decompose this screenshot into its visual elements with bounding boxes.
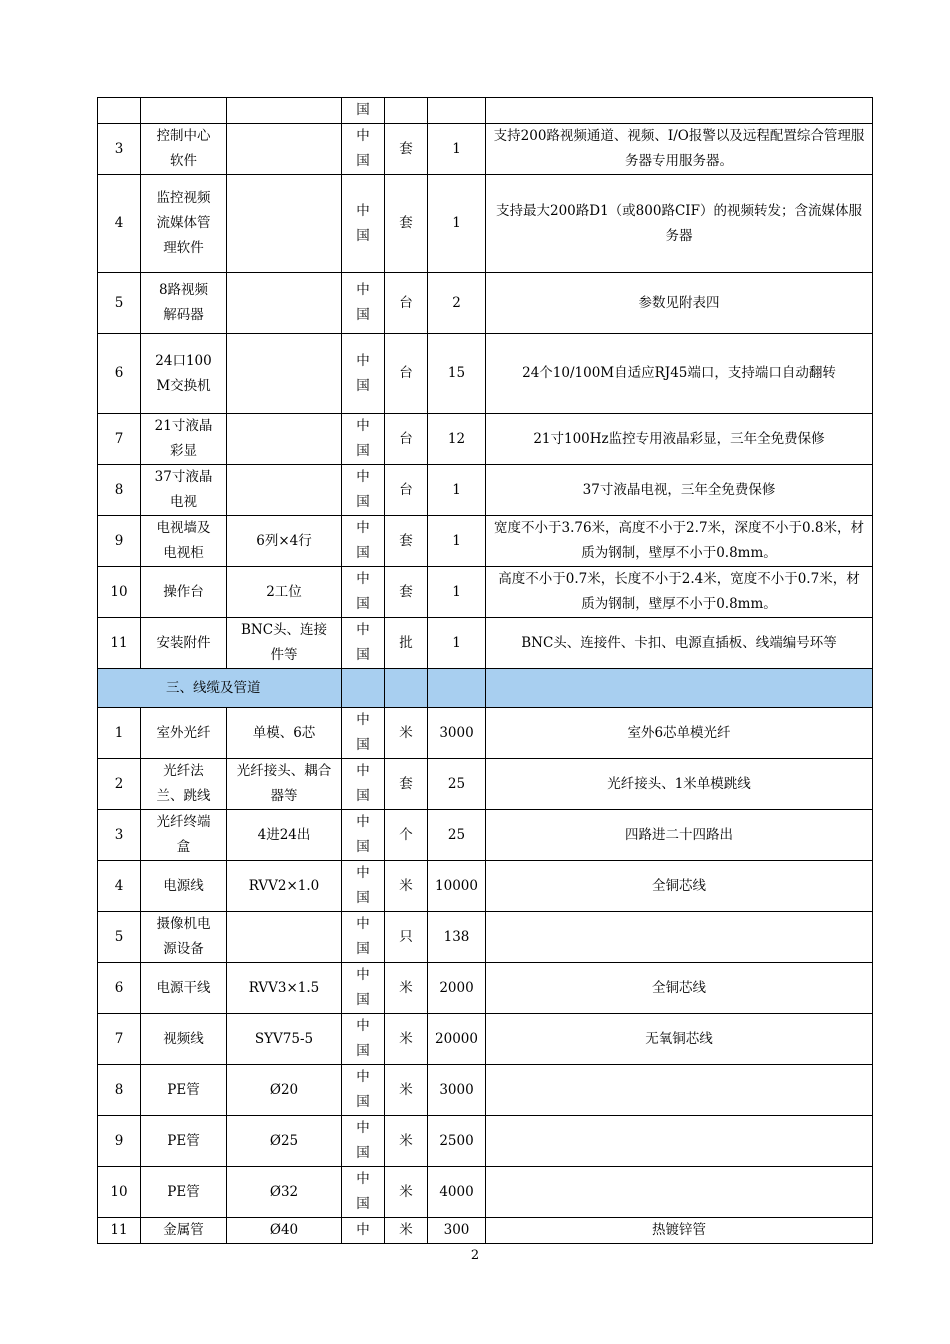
unit-cell: 米: [385, 1065, 428, 1116]
row-number-cell: 6: [98, 334, 141, 414]
row-number-cell: 11: [98, 1218, 141, 1244]
quantity-cell: 25: [428, 759, 486, 810]
origin-cell: 中国: [342, 175, 385, 273]
table-row: [98, 273, 873, 334]
item-name-cell: 8路视频解码器: [141, 273, 227, 334]
unit-cell: 米: [385, 1014, 428, 1065]
item-name-cell: 金属管: [141, 1218, 227, 1244]
description-cell: [486, 1065, 873, 1116]
section-empty-cell: [342, 669, 385, 708]
description-cell: 全铜芯线: [486, 861, 873, 912]
specification-cell: [227, 124, 342, 175]
item-name-cell: 安装附件: [141, 618, 227, 669]
unit-cell: 米: [385, 1218, 428, 1244]
quantity-cell: 1: [428, 465, 486, 516]
row-number-cell: 4: [98, 175, 141, 273]
item-name-cell: 21寸液晶彩显: [141, 414, 227, 465]
row-number-cell: 10: [98, 567, 141, 618]
description-cell: 21寸100Hz监控专用液晶彩显，三年全免费保修: [486, 414, 873, 465]
table-row: [98, 1167, 873, 1218]
description-cell: [486, 1116, 873, 1167]
unit-cell: [385, 98, 428, 124]
origin-cell: 中国: [342, 273, 385, 334]
description-cell: 四路进二十四路出: [486, 810, 873, 861]
section-empty-cell: [486, 669, 873, 708]
description-cell: 无氧铜芯线: [486, 1014, 873, 1065]
quantity-cell: 3000: [428, 1065, 486, 1116]
description-cell: [486, 912, 873, 963]
description-cell: [486, 98, 873, 124]
origin-cell: 国: [342, 98, 385, 124]
equipment-table: [97, 97, 873, 1244]
item-name-cell: 监控视频流媒体管理软件: [141, 175, 227, 273]
quantity-cell: 12: [428, 414, 486, 465]
row-number-cell: 1: [98, 708, 141, 759]
table-row: [98, 759, 873, 810]
item-name-cell: 视频线: [141, 1014, 227, 1065]
row-number-cell: 11: [98, 618, 141, 669]
row-number-cell: 7: [98, 414, 141, 465]
item-name-cell: 光纤终端盒: [141, 810, 227, 861]
item-name-cell: 摄像机电源设备: [141, 912, 227, 963]
unit-cell: 台: [385, 465, 428, 516]
specification-cell: [227, 465, 342, 516]
origin-cell: 中国: [342, 465, 385, 516]
specification-cell: Ø20: [227, 1065, 342, 1116]
row-number-cell: 8: [98, 1065, 141, 1116]
item-name-cell: PE管: [141, 1065, 227, 1116]
table-row: [98, 963, 873, 1014]
unit-cell: 批: [385, 618, 428, 669]
table-row: [98, 175, 873, 273]
table-row: [98, 810, 873, 861]
specification-cell: 2工位: [227, 567, 342, 618]
quantity-cell: 20000: [428, 1014, 486, 1065]
quantity-cell: 1: [428, 618, 486, 669]
row-number-cell: 6: [98, 963, 141, 1014]
table-row: [98, 567, 873, 618]
description-cell: 高度不小于0.7米，长度不小于2.4米，宽度不小于0.7米，材质为钢制，壁厚不小于0.8mm。: [486, 567, 873, 618]
table-row: [98, 708, 873, 759]
row-number-cell: 8: [98, 465, 141, 516]
table-row: [98, 124, 873, 175]
section-header-row: [98, 669, 873, 708]
quantity-cell: [428, 98, 486, 124]
specification-cell: 4进24出: [227, 810, 342, 861]
quantity-cell: 1: [428, 175, 486, 273]
specification-cell: [227, 273, 342, 334]
row-number-cell: 5: [98, 273, 141, 334]
origin-cell: 中国: [342, 1167, 385, 1218]
unit-cell: 米: [385, 708, 428, 759]
row-number-cell: 3: [98, 810, 141, 861]
unit-cell: 台: [385, 273, 428, 334]
specification-cell: [227, 912, 342, 963]
table-row: [98, 861, 873, 912]
item-name-cell: 电源干线: [141, 963, 227, 1014]
table-row: [98, 1014, 873, 1065]
table-row: [98, 414, 873, 465]
item-name-cell: 37寸液晶电视: [141, 465, 227, 516]
quantity-cell: 1: [428, 567, 486, 618]
row-number-cell: 5: [98, 912, 141, 963]
origin-cell: 中国: [342, 759, 385, 810]
unit-cell: 套: [385, 516, 428, 567]
unit-cell: 米: [385, 1167, 428, 1218]
item-name-cell: PE管: [141, 1167, 227, 1218]
origin-cell: 中国: [342, 708, 385, 759]
row-number-cell: 9: [98, 516, 141, 567]
description-cell: 全铜芯线: [486, 963, 873, 1014]
quantity-cell: 2000: [428, 963, 486, 1014]
table-row: [98, 334, 873, 414]
item-name-cell: [141, 98, 227, 124]
specification-cell: 6列×4行: [227, 516, 342, 567]
item-name-cell: 电视墙及电视柜: [141, 516, 227, 567]
specification-cell: [227, 98, 342, 124]
quantity-cell: 2500: [428, 1116, 486, 1167]
quantity-cell: 15: [428, 334, 486, 414]
specification-cell: [227, 175, 342, 273]
table-row: [98, 912, 873, 963]
quantity-cell: 4000: [428, 1167, 486, 1218]
unit-cell: 米: [385, 963, 428, 1014]
table-row: [98, 1065, 873, 1116]
row-number-cell: 7: [98, 1014, 141, 1065]
unit-cell: 台: [385, 414, 428, 465]
quantity-cell: 10000: [428, 861, 486, 912]
unit-cell: 套: [385, 567, 428, 618]
unit-cell: 台: [385, 334, 428, 414]
origin-cell: 中国: [342, 810, 385, 861]
description-cell: 37寸液晶电视，三年全免费保修: [486, 465, 873, 516]
origin-cell: 中国: [342, 516, 385, 567]
origin-cell: 中国: [342, 124, 385, 175]
item-name-cell: 电源线: [141, 861, 227, 912]
description-cell: 室外6芯单模光纤: [486, 708, 873, 759]
unit-cell: 只: [385, 912, 428, 963]
origin-cell: 中国: [342, 618, 385, 669]
quantity-cell: 1: [428, 124, 486, 175]
origin-cell: 中国: [342, 1065, 385, 1116]
description-cell: 24个10/100M自适应RJ45端口，支持端口自动翻转: [486, 334, 873, 414]
item-name-cell: 控制中心软件: [141, 124, 227, 175]
section-title: 三、线缆及管道: [98, 669, 342, 708]
table-row: [98, 1218, 873, 1244]
section-empty-cell: [385, 669, 428, 708]
row-number-cell: [98, 98, 141, 124]
specification-cell: [227, 414, 342, 465]
description-cell: BNC头、连接件、卡扣、电源直插板、线端编号环等: [486, 618, 873, 669]
description-cell: 热镀锌管: [486, 1218, 873, 1244]
origin-cell: 中国: [342, 963, 385, 1014]
page-number: 2: [470, 1248, 480, 1263]
origin-cell: 中国: [342, 912, 385, 963]
unit-cell: 米: [385, 861, 428, 912]
description-cell: [486, 1167, 873, 1218]
origin-cell: 中国: [342, 334, 385, 414]
unit-cell: 套: [385, 124, 428, 175]
specification-cell: [227, 334, 342, 414]
table-row: [98, 516, 873, 567]
specification-cell: 光纤接头、耦合器等: [227, 759, 342, 810]
origin-cell: 中: [342, 1218, 385, 1244]
specification-cell: RVV3×1.5: [227, 963, 342, 1014]
origin-cell: 中国: [342, 861, 385, 912]
description-cell: 支持最大200路D1（或800路CIF）的视频转发；含流媒体服务器: [486, 175, 873, 273]
unit-cell: 个: [385, 810, 428, 861]
quantity-cell: 1: [428, 516, 486, 567]
item-name-cell: PE管: [141, 1116, 227, 1167]
specification-cell: BNC头、连接件等: [227, 618, 342, 669]
description-cell: 宽度不小于3.76米，高度不小于2.7米，深度不小于0.8米，材质为钢制，壁厚不小于0.8mm。: [486, 516, 873, 567]
description-cell: 参数见附表四: [486, 273, 873, 334]
specification-cell: 单模、6芯: [227, 708, 342, 759]
origin-cell: 中国: [342, 414, 385, 465]
table-row: [98, 465, 873, 516]
specification-cell: SYV75-5: [227, 1014, 342, 1065]
unit-cell: 套: [385, 759, 428, 810]
unit-cell: 米: [385, 1116, 428, 1167]
origin-cell: 中国: [342, 1014, 385, 1065]
row-number-cell: 10: [98, 1167, 141, 1218]
row-number-cell: 2: [98, 759, 141, 810]
quantity-cell: 3000: [428, 708, 486, 759]
item-name-cell: 室外光纤: [141, 708, 227, 759]
specification-cell: Ø32: [227, 1167, 342, 1218]
unit-cell: 套: [385, 175, 428, 273]
table-row: [98, 1116, 873, 1167]
section-empty-cell: [428, 669, 486, 708]
description-cell: 支持200路视频通道、视频、I/O报警以及远程配置综合管理服务器专用服务器。: [486, 124, 873, 175]
origin-cell: 中国: [342, 1116, 385, 1167]
row-number-cell: 3: [98, 124, 141, 175]
specification-cell: Ø25: [227, 1116, 342, 1167]
item-name-cell: 光纤法兰、跳线: [141, 759, 227, 810]
item-name-cell: 24口100M交换机: [141, 334, 227, 414]
specification-cell: RVV2×1.0: [227, 861, 342, 912]
row-number-cell: 4: [98, 861, 141, 912]
item-name-cell: 操作台: [141, 567, 227, 618]
quantity-cell: 300: [428, 1218, 486, 1244]
row-number-cell: 9: [98, 1116, 141, 1167]
quantity-cell: 138: [428, 912, 486, 963]
quantity-cell: 25: [428, 810, 486, 861]
description-cell: 光纤接头、1米单模跳线: [486, 759, 873, 810]
quantity-cell: 2: [428, 273, 486, 334]
table-row: [98, 98, 873, 124]
table-row: [98, 618, 873, 669]
origin-cell: 中国: [342, 567, 385, 618]
specification-cell: Ø40: [227, 1218, 342, 1244]
